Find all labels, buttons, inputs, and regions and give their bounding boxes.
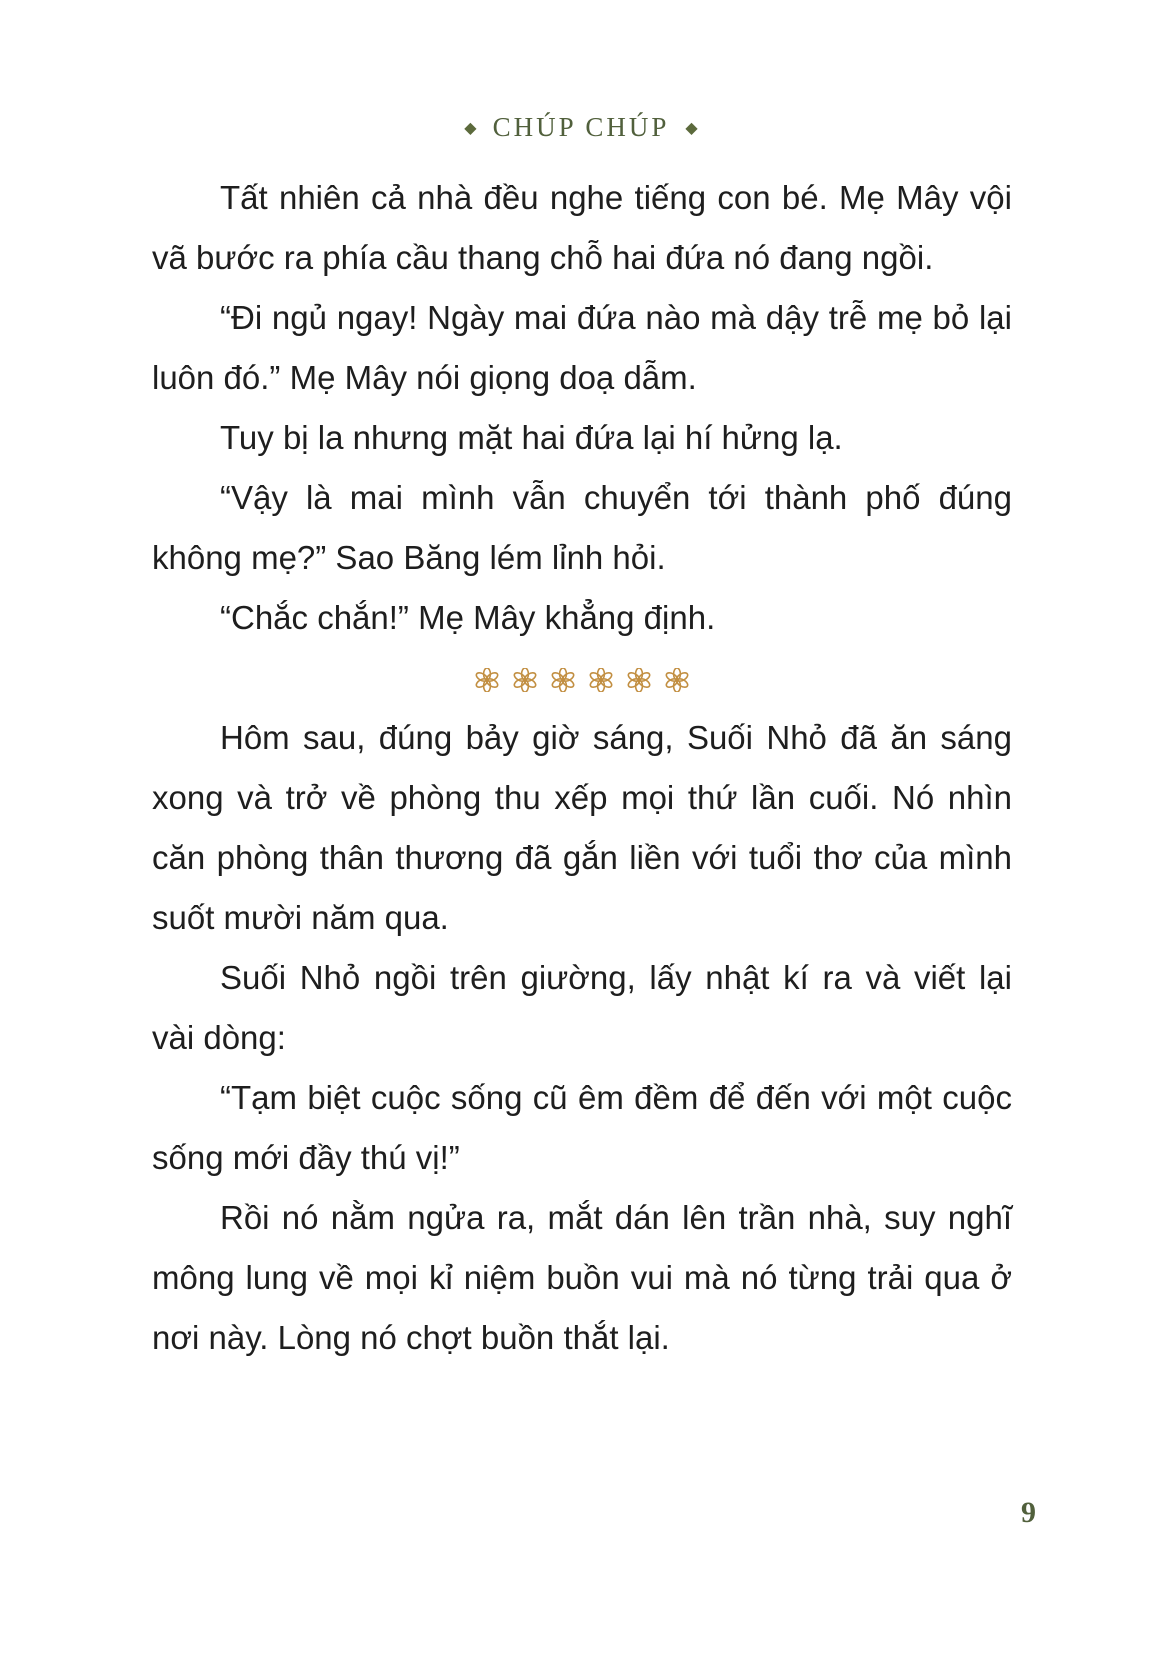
body-paragraph: “Đi ngủ ngay! Ngày mai đứa nào mà dậy trễ mẹ bỏ lại luôn đó.” Mẹ Mây nói giọng doạ dẫm. (152, 299, 1012, 396)
page-title: CHÚP CHÚP (492, 112, 670, 142)
body-paragraph: “Tạm biệt cuộc sống cũ êm đềm để đến với một cuộc sống mới đầy thú vị!” (152, 1079, 1012, 1176)
page-number: 9 (1021, 1496, 1036, 1529)
body-paragraph: Hôm sau, đúng bảy giờ sáng, Suối Nhỏ đã ăn sáng xong và trở về phòng thu xếp mọi thứ lần cuối. Nó nhìn căn phòng thân thương đã gắn liền với tuổi thơ của mình suốt mười năm qua. (152, 719, 1012, 936)
page-body (152, 168, 1012, 1368)
running-head (0, 112, 1162, 143)
flower-icon (475, 668, 499, 692)
body-paragraph: Rồi nó nằm ngửa ra, mắt dán lên trần nhà, suy nghĩ mông lung về mọi kỉ niệm buồn vui mà nó từng trải qua ở nơi này. Lòng nó chợt buồn thắt lại. (152, 1199, 1012, 1356)
body-paragraph: Tất nhiên cả nhà đều nghe tiếng con bé. Mẹ Mây vội vã bước ra phía cầu thang chỗ hai đứa nó đang ngồi. (152, 179, 1012, 276)
diamond-icon: ◆ (685, 120, 698, 137)
body-paragraph: “Vậy là mai mình vẫn chuyển tới thành phố đúng không mẹ?” Sao Băng lém lỉnh hỏi. (152, 479, 1012, 576)
flower-icon (665, 668, 689, 692)
flower-icon (551, 668, 575, 692)
body-paragraph: Suối Nhỏ ngồi trên giường, lấy nhật kí ra và viết lại vài dòng: (152, 959, 1012, 1056)
body-paragraph: Tuy bị la nhưng mặt hai đứa lại hí hửng lạ. (220, 419, 843, 456)
diamond-icon: ◆ (464, 120, 477, 137)
body-paragraph: “Chắc chắn!” Mẹ Mây khẳng định. (220, 599, 716, 636)
section-separator (152, 648, 1012, 708)
flower-icon (627, 668, 651, 692)
flower-icon (589, 668, 613, 692)
flower-icon (513, 668, 537, 692)
